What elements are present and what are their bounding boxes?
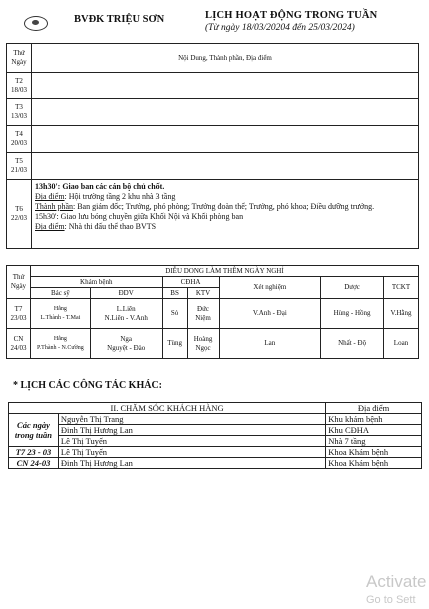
- page-subtitle: (Từ ngày 18/03/20204 đến 25/03/2024): [205, 23, 355, 33]
- tckt-cell: V.Hằng: [383, 299, 418, 329]
- watermark-line-1: Activate: [366, 572, 427, 591]
- activation-watermark: [366, 572, 426, 606]
- duty-row: [7, 329, 419, 359]
- watermark-line-2: Go to Sett: [366, 594, 416, 606]
- tckt-cell: Loan: [383, 329, 418, 359]
- staff-name: Lê Thị Tuyến: [58, 447, 325, 458]
- schedule-row: [7, 153, 419, 180]
- col-tckt: TCKT: [383, 277, 418, 299]
- ktv-cell: Hoàng Ngọc: [187, 329, 219, 359]
- day-header-cell: [7, 266, 31, 299]
- day-label: T6: [15, 205, 23, 213]
- date-label: 13/03: [11, 112, 27, 120]
- care-row: [9, 425, 422, 436]
- duty-title-row: [7, 266, 419, 277]
- schedule-row: [7, 126, 419, 153]
- day-header-cell: [7, 44, 32, 73]
- staff-place: Nhà 7 tầng: [326, 436, 422, 447]
- date-label: 22/03: [11, 214, 27, 222]
- day-cell: [7, 153, 32, 180]
- staff-place: Khoa Khám bệnh: [326, 447, 422, 458]
- day-cell: CN 24/03: [7, 329, 31, 359]
- day-cell: [7, 99, 32, 126]
- day-label: T4: [15, 130, 23, 138]
- schedule-content-cell: [32, 180, 419, 249]
- staff-name: Nguyễn Thị Trang: [58, 414, 325, 425]
- xet-nghiem-cell: V.Anh - Đại: [219, 299, 321, 329]
- meeting-location: Địa điểm: Hội trường tầng 2 khu nhà 3 tầng: [35, 192, 176, 201]
- care-row: [9, 414, 422, 425]
- ddv-cell: L.Liên N.Liên - V.Anh: [90, 299, 162, 329]
- col-duoc: Dược: [321, 277, 384, 299]
- care-header: II. CHĂM SÓC KHÁCH HÀNG: [9, 403, 326, 414]
- col-ktv: KTV: [187, 288, 219, 299]
- weekly-schedule-table: [6, 43, 419, 249]
- day-label: T3: [15, 103, 23, 111]
- customer-care-table: [8, 402, 422, 469]
- page-title: LỊCH HOẠT ĐỘNG TRONG TUẦN: [205, 10, 378, 21]
- day-cell: [7, 180, 32, 249]
- care-header-row: [9, 403, 422, 414]
- col-ddv: ĐDV: [90, 288, 162, 299]
- col-bac-si: Bác sỹ: [30, 288, 90, 299]
- care-location-header: Địa điểm: [326, 403, 422, 414]
- other-tasks-title: * LỊCH CÁC CÔNG TÁC KHÁC:: [13, 380, 162, 391]
- duoc-cell: Nhất - Độ: [321, 329, 384, 359]
- bs-cell: Sỏ: [162, 299, 187, 329]
- day-cell: [7, 73, 32, 99]
- bs-cell: Tùng: [162, 329, 187, 359]
- duty-roster-table: [6, 265, 419, 359]
- duty-row: [7, 299, 419, 329]
- col-bs: BS: [162, 288, 187, 299]
- col-xet-nghiem: Xét nghiệm: [219, 277, 321, 299]
- weekend-label: CN 24-03: [9, 458, 59, 469]
- duty-header-row: [7, 277, 419, 288]
- care-row: [9, 436, 422, 447]
- col-kham-benh: Khám bệnh: [30, 277, 162, 288]
- day-header-label: Thứ Ngày: [10, 273, 27, 290]
- weekday-label: Các ngày trong tuần: [9, 414, 59, 447]
- day-cell: [7, 126, 32, 153]
- care-row: [9, 447, 422, 458]
- schedule-content-cell: [32, 153, 419, 180]
- day-header-label: Thứ Ngày: [11, 49, 27, 66]
- date-label: 20/03: [11, 139, 27, 147]
- col-cdha: CĐHA: [162, 277, 219, 288]
- day-label: T2: [15, 76, 23, 85]
- staff-name: Đinh Thị Hương Lan: [58, 458, 325, 469]
- day-label: T5: [15, 157, 23, 165]
- day-cell: T7 23/03: [7, 299, 31, 329]
- staff-name: Đinh Thị Hương Lan: [58, 425, 325, 436]
- ddv-cell: Nga Nguyệt - Đào: [90, 329, 162, 359]
- bac-si-cell: Hằng P.Thành - N.Cường: [30, 329, 90, 359]
- meeting-line: 13h30': Giao ban các cán bộ chủ chốt.: [35, 182, 165, 191]
- schedule-header-row: [7, 44, 419, 73]
- schedule-content-cell: [32, 99, 419, 126]
- staff-place: Khoa Khám bệnh: [326, 458, 422, 469]
- volleyball-location: Địa điểm: Nhà thi đấu thể thao BVTS: [35, 222, 157, 231]
- care-row: [9, 458, 422, 469]
- ktv-cell: Đức Niệm: [187, 299, 219, 329]
- staff-name: Lê Thị Tuyến: [58, 436, 325, 447]
- staff-place: Khu khám bệnh: [326, 414, 422, 425]
- date-label: 18/03: [11, 85, 27, 94]
- organization-name: BVĐK TRIỆU SƠN: [74, 14, 165, 25]
- hospital-logo-icon: [24, 16, 48, 31]
- bac-si-cell: Hằng L.Thành - T.Mai: [30, 299, 90, 329]
- duoc-cell: Hùng - Hồng: [321, 299, 384, 329]
- date-label: 21/03: [11, 166, 27, 174]
- schedule-row: [7, 99, 419, 126]
- meeting-participants: Thành phần: Ban giám đốc; Trưởng, phó phòng; Trưởng đoàn thể; Trưởng, phó khoa; Điều dưỡng trưởng.: [35, 202, 375, 211]
- content-header-cell: Nội Dung, Thành phần, Địa điểm: [32, 44, 419, 73]
- schedule-content-cell: [32, 73, 419, 99]
- schedule-row-friday: [7, 180, 419, 249]
- xet-nghiem-cell: Lan: [219, 329, 321, 359]
- volleyball-line: 15h30': Giao lưu bóng chuyền giữa Khối Nội và Khối phòng ban: [35, 212, 244, 221]
- staff-place: Khu CĐHA: [326, 425, 422, 436]
- duty-title: DIỄU DONG LÀM THÊM NGÀY NGHỈ: [30, 266, 418, 277]
- weekend-label: T7 23 - 03: [9, 447, 59, 458]
- schedule-content-cell: [32, 126, 419, 153]
- schedule-row: [7, 73, 419, 99]
